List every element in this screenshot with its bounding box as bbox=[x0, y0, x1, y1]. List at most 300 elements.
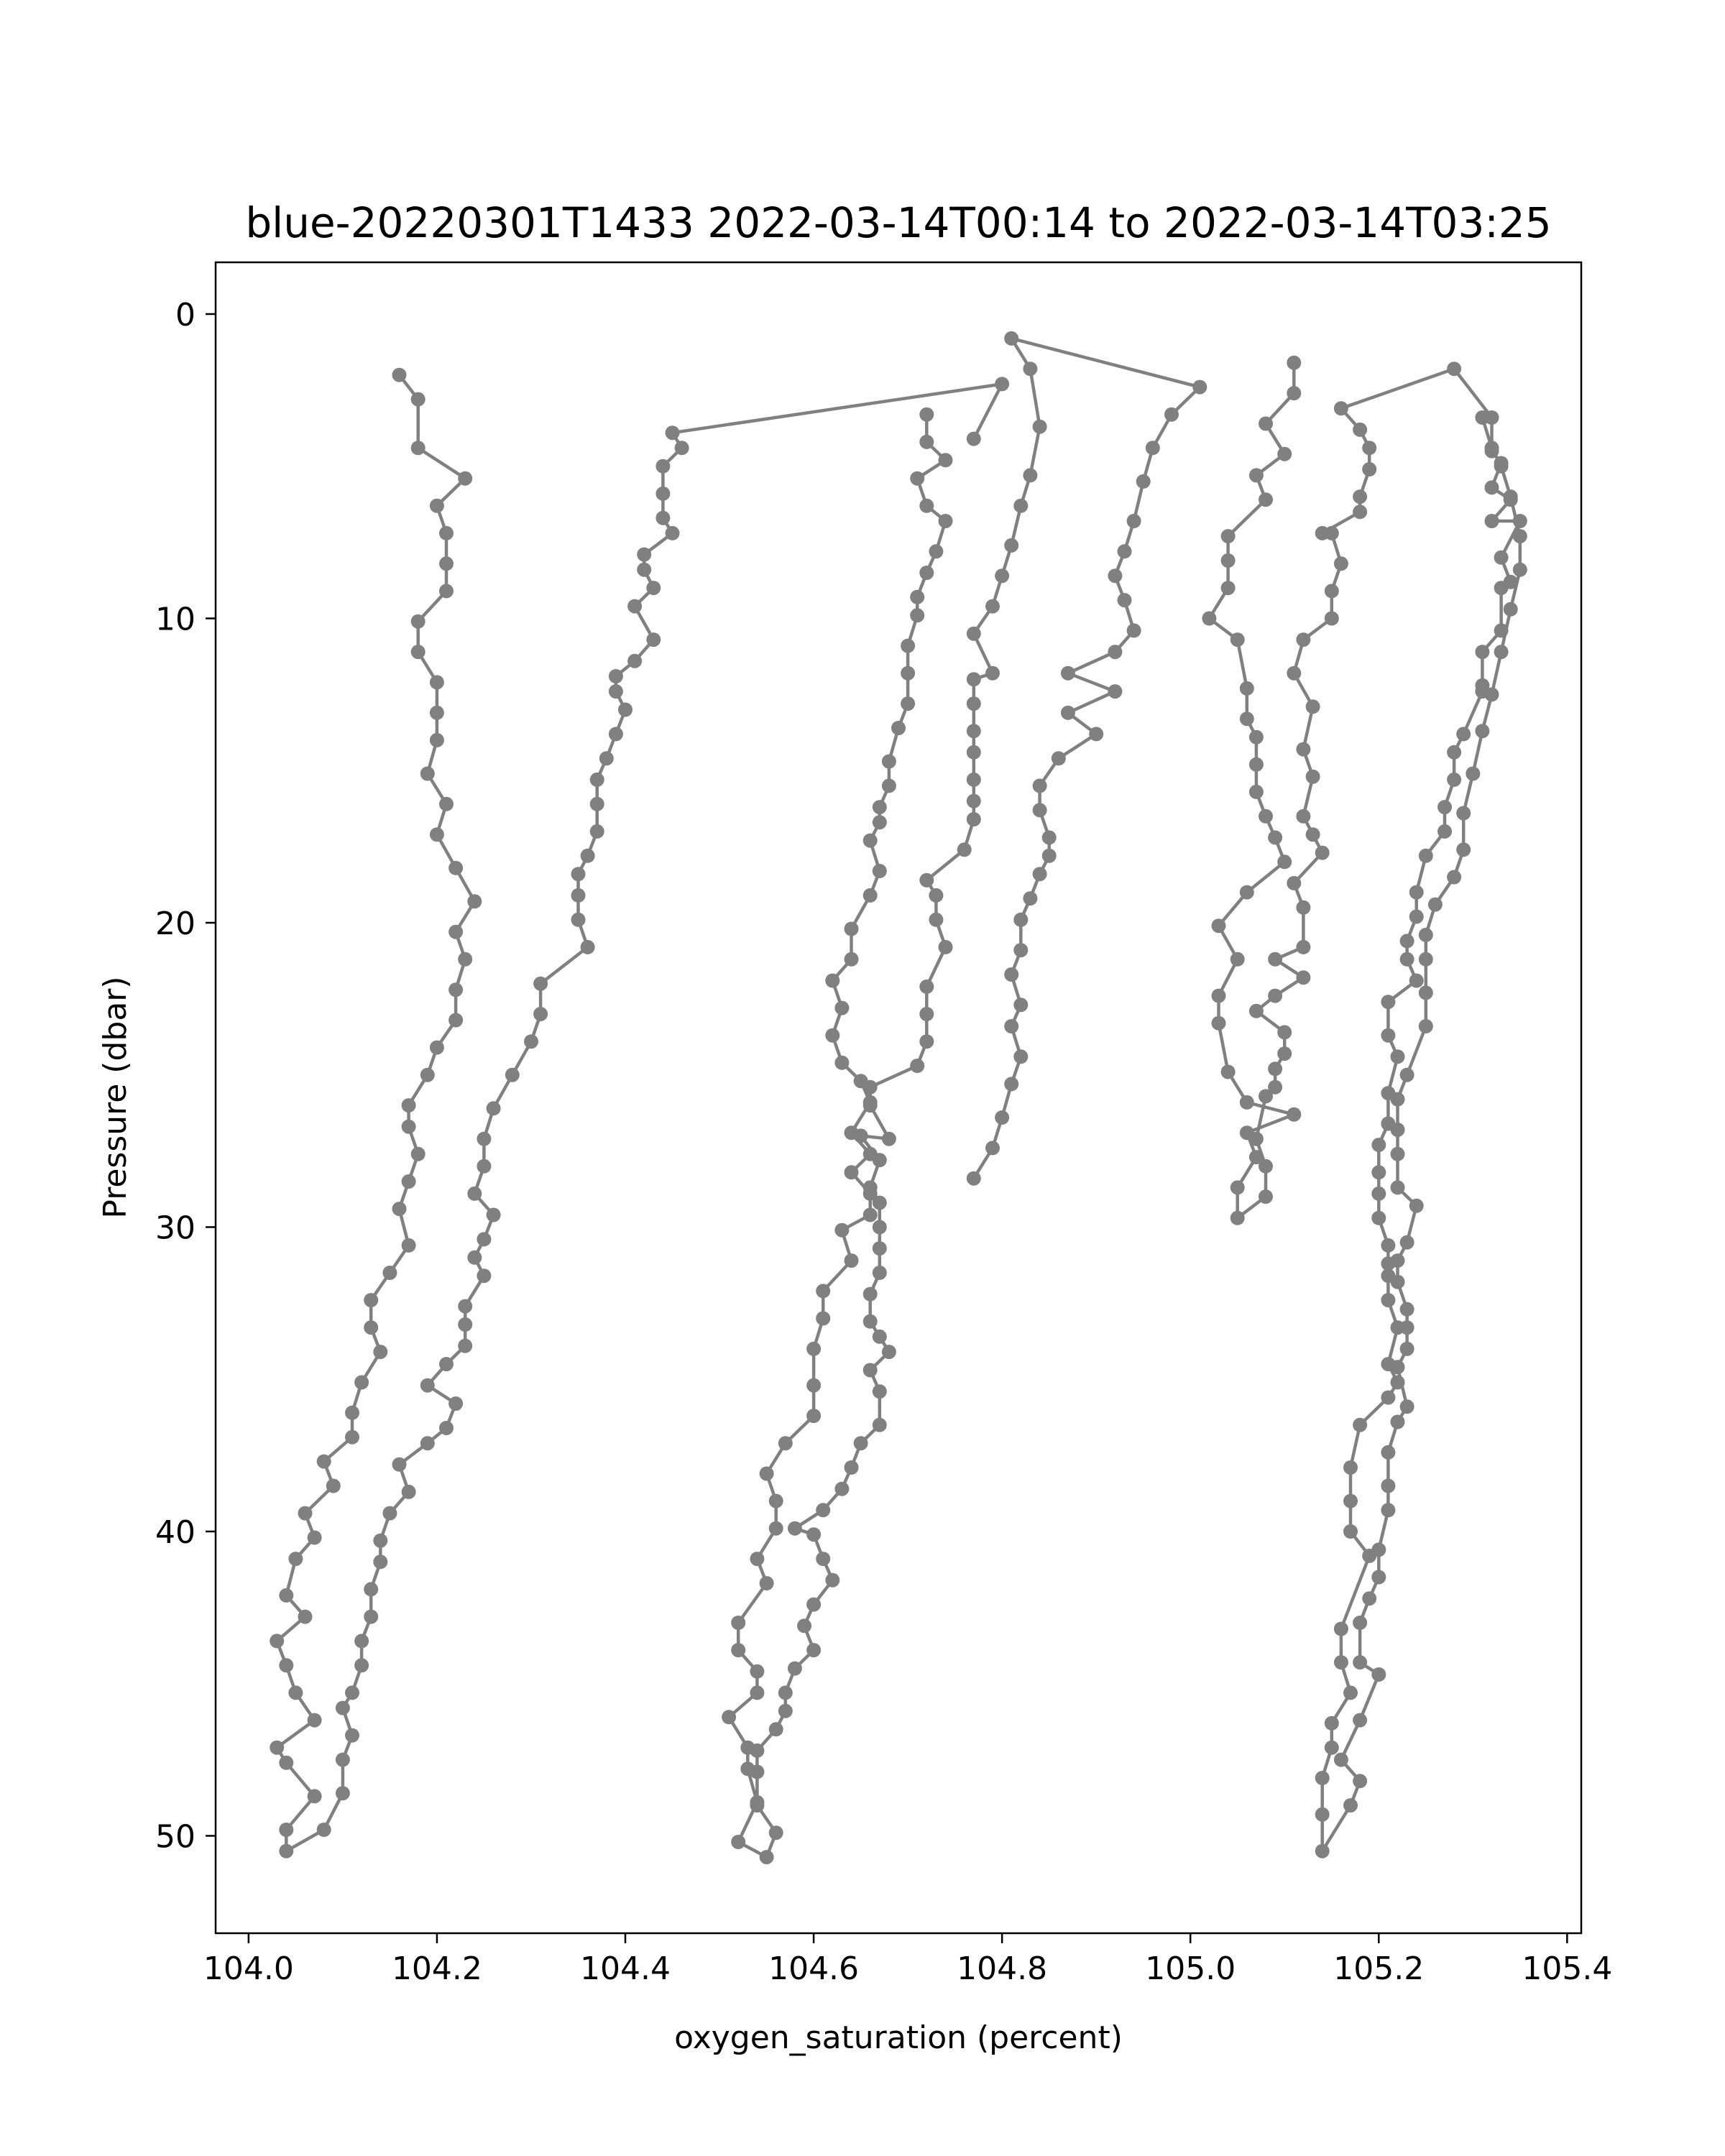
data-point bbox=[797, 1618, 811, 1633]
data-point bbox=[458, 471, 472, 486]
data-point bbox=[1343, 1798, 1358, 1812]
data-point bbox=[1334, 1655, 1348, 1669]
data-point bbox=[1353, 423, 1367, 437]
data-point bbox=[1249, 1004, 1264, 1018]
data-point bbox=[1391, 1275, 1405, 1289]
data-point bbox=[1277, 1046, 1292, 1061]
data-point bbox=[345, 1430, 359, 1445]
data-point bbox=[1268, 952, 1282, 967]
data-point bbox=[1447, 773, 1461, 787]
data-point bbox=[581, 940, 595, 954]
data-point bbox=[477, 1132, 491, 1146]
chart-title: blue-20220301T1433 2022-03-14T00:14 to 2022-03-14T03:25 bbox=[245, 198, 1552, 247]
data-point bbox=[750, 1552, 764, 1566]
data-point bbox=[919, 873, 934, 888]
data-point bbox=[487, 1208, 501, 1222]
data-point bbox=[778, 1704, 793, 1718]
data-point bbox=[816, 1284, 830, 1298]
data-point bbox=[373, 1554, 387, 1569]
data-point bbox=[1466, 767, 1480, 781]
data-point bbox=[279, 1756, 293, 1770]
data-point bbox=[1108, 645, 1122, 659]
data-point bbox=[1400, 1068, 1414, 1082]
data-point bbox=[1315, 1844, 1330, 1858]
data-point bbox=[1277, 1025, 1292, 1039]
data-point bbox=[863, 1080, 878, 1095]
data-point bbox=[317, 1455, 331, 1469]
data-point bbox=[1409, 1199, 1424, 1213]
data-point bbox=[279, 1823, 293, 1837]
data-point bbox=[1108, 684, 1122, 699]
data-point bbox=[656, 487, 670, 501]
data-point bbox=[967, 627, 981, 641]
data-point bbox=[1249, 468, 1264, 482]
data-point bbox=[430, 1041, 444, 1055]
data-point bbox=[919, 407, 934, 422]
data-point bbox=[1259, 1189, 1273, 1204]
data-point bbox=[1230, 952, 1245, 967]
data-point bbox=[901, 639, 915, 653]
data-point bbox=[439, 584, 454, 598]
data-point bbox=[1042, 830, 1057, 844]
data-point bbox=[1023, 361, 1037, 376]
data-point bbox=[929, 913, 943, 927]
data-point bbox=[1381, 1238, 1395, 1253]
data-point bbox=[1362, 1591, 1376, 1606]
data-point bbox=[1400, 1235, 1414, 1250]
data-point bbox=[769, 1722, 783, 1736]
data-point bbox=[1315, 526, 1330, 540]
data-point bbox=[1230, 632, 1245, 647]
data-point bbox=[769, 1494, 783, 1508]
data-point bbox=[910, 608, 924, 622]
data-point bbox=[985, 599, 1000, 614]
data-point bbox=[1013, 998, 1028, 1012]
y-tick-label: 30 bbox=[155, 1210, 196, 1247]
data-point bbox=[467, 1187, 482, 1201]
data-point bbox=[873, 800, 887, 814]
data-point bbox=[995, 568, 1009, 583]
data-point bbox=[967, 696, 981, 711]
data-point bbox=[1391, 1360, 1405, 1374]
data-point bbox=[1306, 827, 1320, 842]
data-point bbox=[411, 614, 426, 629]
data-point bbox=[863, 1363, 878, 1378]
data-point bbox=[1013, 1049, 1028, 1064]
data-point bbox=[1419, 928, 1433, 942]
data-point bbox=[1296, 900, 1310, 915]
data-point bbox=[382, 1506, 397, 1521]
data-point bbox=[1221, 581, 1236, 595]
x-tick-label: 104.8 bbox=[957, 1950, 1048, 1987]
data-point bbox=[957, 842, 972, 857]
data-point bbox=[487, 1101, 501, 1115]
data-point bbox=[1296, 940, 1310, 954]
data-point bbox=[382, 1266, 397, 1280]
data-point bbox=[448, 1396, 463, 1411]
x-tick-label: 105.2 bbox=[1333, 1950, 1425, 1987]
data-point bbox=[1240, 711, 1254, 726]
data-point bbox=[1240, 885, 1254, 900]
data-point bbox=[1494, 581, 1509, 595]
data-point bbox=[609, 669, 623, 683]
data-point bbox=[1371, 1211, 1386, 1225]
data-point bbox=[1268, 1061, 1282, 1076]
data-point bbox=[439, 556, 454, 571]
data-point bbox=[609, 684, 623, 699]
data-point bbox=[1325, 584, 1339, 598]
data-point bbox=[420, 1436, 435, 1450]
data-point bbox=[402, 1174, 416, 1189]
data-point bbox=[430, 706, 444, 720]
data-point bbox=[1221, 553, 1236, 568]
data-point bbox=[1485, 480, 1499, 494]
data-point bbox=[750, 1765, 764, 1779]
data-point bbox=[392, 1202, 407, 1216]
data-point bbox=[863, 888, 878, 903]
data-point bbox=[270, 1634, 284, 1648]
data-point bbox=[1343, 1460, 1358, 1475]
x-tick-label: 104.4 bbox=[580, 1950, 671, 1987]
data-point bbox=[1287, 386, 1301, 400]
data-point bbox=[317, 1823, 331, 1837]
data-point bbox=[1381, 1028, 1395, 1043]
data-point bbox=[279, 1658, 293, 1672]
data-point bbox=[354, 1634, 369, 1648]
data-point bbox=[1343, 1524, 1358, 1539]
data-point bbox=[1391, 1049, 1405, 1064]
data-point bbox=[1277, 447, 1292, 461]
data-point bbox=[1371, 1165, 1386, 1179]
data-point bbox=[750, 1664, 764, 1679]
data-point bbox=[806, 1598, 821, 1612]
data-point bbox=[1381, 1391, 1395, 1405]
data-point bbox=[599, 751, 614, 765]
data-point bbox=[336, 1701, 350, 1715]
data-point bbox=[1400, 934, 1414, 948]
data-point bbox=[788, 1662, 802, 1676]
data-point bbox=[834, 1482, 849, 1496]
data-point bbox=[1202, 612, 1216, 626]
data-point bbox=[1485, 687, 1499, 701]
data-point bbox=[1118, 593, 1132, 607]
data-point bbox=[1259, 809, 1273, 824]
data-point bbox=[901, 696, 915, 711]
data-point bbox=[863, 1180, 878, 1194]
data-point bbox=[1230, 1180, 1245, 1194]
data-point bbox=[854, 1436, 868, 1450]
x-tick-label: 104.6 bbox=[768, 1950, 860, 1987]
data-point bbox=[873, 1241, 887, 1256]
data-point bbox=[1475, 724, 1489, 738]
data-point bbox=[458, 952, 472, 967]
data-point bbox=[1164, 407, 1179, 422]
data-point bbox=[288, 1552, 303, 1566]
data-point bbox=[373, 1534, 387, 1548]
data-point bbox=[420, 767, 435, 781]
data-point bbox=[863, 1314, 878, 1329]
y-tick-label: 10 bbox=[155, 601, 196, 638]
data-point bbox=[1033, 803, 1047, 817]
data-point bbox=[345, 1685, 359, 1700]
data-point bbox=[298, 1610, 313, 1624]
data-point bbox=[1277, 854, 1292, 869]
data-point bbox=[1259, 492, 1273, 507]
data-point bbox=[995, 1110, 1009, 1125]
data-point bbox=[675, 441, 689, 455]
data-point bbox=[919, 566, 934, 580]
data-point bbox=[336, 1786, 350, 1800]
data-point bbox=[1391, 1092, 1405, 1107]
data-point bbox=[873, 1153, 887, 1167]
data-point bbox=[308, 1789, 322, 1803]
data-point bbox=[1212, 918, 1226, 933]
data-point bbox=[882, 1345, 896, 1359]
x-tick-label: 105.4 bbox=[1522, 1950, 1613, 1987]
data-point bbox=[1212, 1016, 1226, 1031]
data-point bbox=[1353, 1655, 1367, 1669]
data-point bbox=[1371, 1187, 1386, 1201]
data-point bbox=[1033, 778, 1047, 793]
data-point bbox=[967, 672, 981, 686]
data-point bbox=[778, 1685, 793, 1700]
data-point bbox=[646, 581, 661, 595]
data-point bbox=[731, 1643, 745, 1657]
data-point bbox=[1475, 410, 1489, 425]
data-point bbox=[854, 1128, 868, 1143]
data-point bbox=[1381, 1479, 1395, 1493]
data-point bbox=[279, 1844, 293, 1858]
x-tick-label: 105.0 bbox=[1145, 1950, 1236, 1987]
data-point bbox=[364, 1320, 378, 1335]
data-point bbox=[420, 1378, 435, 1393]
data-point bbox=[1353, 489, 1367, 504]
data-point bbox=[439, 797, 454, 811]
data-point bbox=[1334, 1753, 1348, 1767]
data-point bbox=[411, 645, 426, 659]
data-point bbox=[458, 1339, 472, 1353]
data-point bbox=[1343, 1685, 1358, 1700]
data-point bbox=[1447, 745, 1461, 760]
data-point bbox=[1513, 514, 1527, 528]
data-point bbox=[825, 1573, 840, 1588]
data-point bbox=[1221, 1065, 1236, 1079]
data-point bbox=[985, 666, 1000, 681]
data-point bbox=[1353, 1418, 1367, 1432]
data-point bbox=[609, 727, 623, 741]
data-point bbox=[1004, 331, 1018, 346]
data-point bbox=[967, 724, 981, 738]
data-point bbox=[1108, 568, 1122, 583]
data-point bbox=[402, 1098, 416, 1112]
data-point bbox=[1409, 910, 1424, 924]
data-point bbox=[769, 1825, 783, 1840]
data-point bbox=[402, 1120, 416, 1134]
data-point bbox=[392, 1457, 407, 1472]
data-point bbox=[985, 1141, 1000, 1155]
data-point bbox=[760, 1467, 774, 1481]
x-axis-label: oxygen_saturation (percent) bbox=[674, 2019, 1123, 2056]
data-point bbox=[1089, 727, 1103, 741]
data-point bbox=[288, 1685, 303, 1700]
data-point bbox=[411, 1147, 426, 1161]
data-point bbox=[750, 1743, 764, 1758]
data-point bbox=[439, 1357, 454, 1371]
data-point bbox=[439, 1421, 454, 1435]
data-point bbox=[1221, 529, 1236, 543]
data-point bbox=[1004, 967, 1018, 982]
data-point bbox=[1306, 699, 1320, 714]
data-point bbox=[1400, 1342, 1414, 1356]
data-point bbox=[825, 1028, 840, 1043]
data-point bbox=[806, 1409, 821, 1423]
data-point bbox=[637, 548, 651, 562]
data-point bbox=[1494, 550, 1509, 565]
data-point bbox=[533, 1007, 548, 1021]
data-point bbox=[910, 590, 924, 604]
data-point bbox=[1400, 1320, 1414, 1335]
y-tick-label: 20 bbox=[155, 905, 196, 942]
data-point bbox=[919, 1007, 934, 1021]
data-point bbox=[863, 1208, 878, 1222]
data-point bbox=[1391, 1415, 1405, 1429]
data-point bbox=[571, 867, 586, 881]
data-point bbox=[845, 952, 859, 967]
data-point bbox=[919, 499, 934, 513]
data-point bbox=[1061, 706, 1075, 720]
data-point bbox=[458, 1317, 472, 1332]
data-point bbox=[1353, 1616, 1367, 1630]
data-point bbox=[1353, 1774, 1367, 1788]
data-point bbox=[967, 1171, 981, 1186]
data-point bbox=[618, 703, 632, 717]
data-point bbox=[806, 1378, 821, 1393]
data-point bbox=[1513, 529, 1527, 543]
data-point bbox=[929, 888, 943, 903]
data-point bbox=[929, 544, 943, 558]
data-point bbox=[533, 977, 548, 991]
data-point bbox=[364, 1582, 378, 1596]
data-point bbox=[1381, 1293, 1395, 1307]
data-point bbox=[1287, 876, 1301, 890]
data-point bbox=[1230, 1211, 1245, 1225]
data-point bbox=[750, 1798, 764, 1812]
data-point bbox=[1306, 770, 1320, 784]
data-point bbox=[1240, 1095, 1254, 1110]
data-point bbox=[364, 1610, 378, 1624]
data-point bbox=[863, 1098, 878, 1112]
data-point bbox=[448, 1013, 463, 1028]
data-point bbox=[1240, 681, 1254, 696]
data-point bbox=[1353, 1713, 1367, 1728]
data-point bbox=[731, 1835, 745, 1849]
data-point bbox=[1475, 645, 1489, 659]
data-point bbox=[1287, 1107, 1301, 1122]
data-point bbox=[1419, 849, 1433, 863]
data-point bbox=[873, 1330, 887, 1344]
data-point bbox=[1409, 974, 1424, 988]
data-point bbox=[1296, 809, 1310, 824]
data-point bbox=[1033, 420, 1047, 434]
data-point bbox=[731, 1616, 745, 1630]
data-point bbox=[1052, 751, 1066, 765]
data-point bbox=[1447, 870, 1461, 885]
data-point bbox=[806, 1527, 821, 1542]
data-point bbox=[845, 1460, 859, 1475]
data-point bbox=[448, 925, 463, 939]
data-point bbox=[1334, 556, 1348, 571]
data-point bbox=[467, 894, 482, 908]
data-point bbox=[1381, 995, 1395, 1009]
data-point bbox=[1381, 1445, 1395, 1460]
data-point bbox=[1391, 1253, 1405, 1268]
data-point bbox=[336, 1753, 350, 1767]
data-point bbox=[1042, 849, 1057, 863]
data-point bbox=[722, 1710, 736, 1724]
data-point bbox=[1353, 505, 1367, 519]
data-point bbox=[345, 1406, 359, 1420]
data-point bbox=[467, 1250, 482, 1265]
data-point bbox=[1391, 1376, 1405, 1390]
data-point bbox=[373, 1345, 387, 1359]
data-point bbox=[1259, 1159, 1273, 1174]
data-point bbox=[919, 980, 934, 994]
data-point bbox=[308, 1531, 322, 1545]
data-point bbox=[1447, 361, 1461, 376]
data-point bbox=[882, 1132, 896, 1146]
data-point bbox=[448, 861, 463, 875]
data-point bbox=[1362, 441, 1376, 455]
data-point bbox=[806, 1342, 821, 1356]
data-point bbox=[863, 1287, 878, 1302]
data-point bbox=[1409, 885, 1424, 900]
data-point bbox=[1494, 645, 1509, 659]
data-point bbox=[392, 368, 407, 382]
data-point bbox=[1127, 623, 1141, 637]
data-point bbox=[1315, 846, 1330, 860]
data-point bbox=[816, 1503, 830, 1517]
data-point bbox=[873, 864, 887, 878]
data-point bbox=[1400, 1302, 1414, 1317]
data-point bbox=[939, 453, 953, 467]
data-point bbox=[1061, 666, 1075, 681]
data-point bbox=[1325, 612, 1339, 626]
data-point bbox=[1249, 785, 1264, 799]
data-point bbox=[1400, 1399, 1414, 1414]
data-point bbox=[656, 511, 670, 525]
data-point bbox=[825, 974, 840, 988]
data-point bbox=[873, 1384, 887, 1399]
data-point bbox=[345, 1728, 359, 1743]
data-point bbox=[1268, 1080, 1282, 1095]
data-point bbox=[411, 441, 426, 455]
data-point bbox=[882, 755, 896, 769]
data-point bbox=[750, 1685, 764, 1700]
data-point bbox=[834, 1223, 849, 1238]
data-point bbox=[995, 377, 1009, 391]
data-point bbox=[666, 425, 680, 440]
data-point bbox=[1371, 1667, 1386, 1682]
data-point bbox=[910, 1059, 924, 1073]
data-point bbox=[1504, 602, 1518, 617]
data-point bbox=[806, 1643, 821, 1657]
data-point bbox=[364, 1293, 378, 1307]
data-point bbox=[1513, 563, 1527, 577]
data-point bbox=[834, 1001, 849, 1015]
y-tick-label: 40 bbox=[155, 1514, 196, 1551]
data-point bbox=[760, 1850, 774, 1864]
data-point bbox=[967, 794, 981, 808]
